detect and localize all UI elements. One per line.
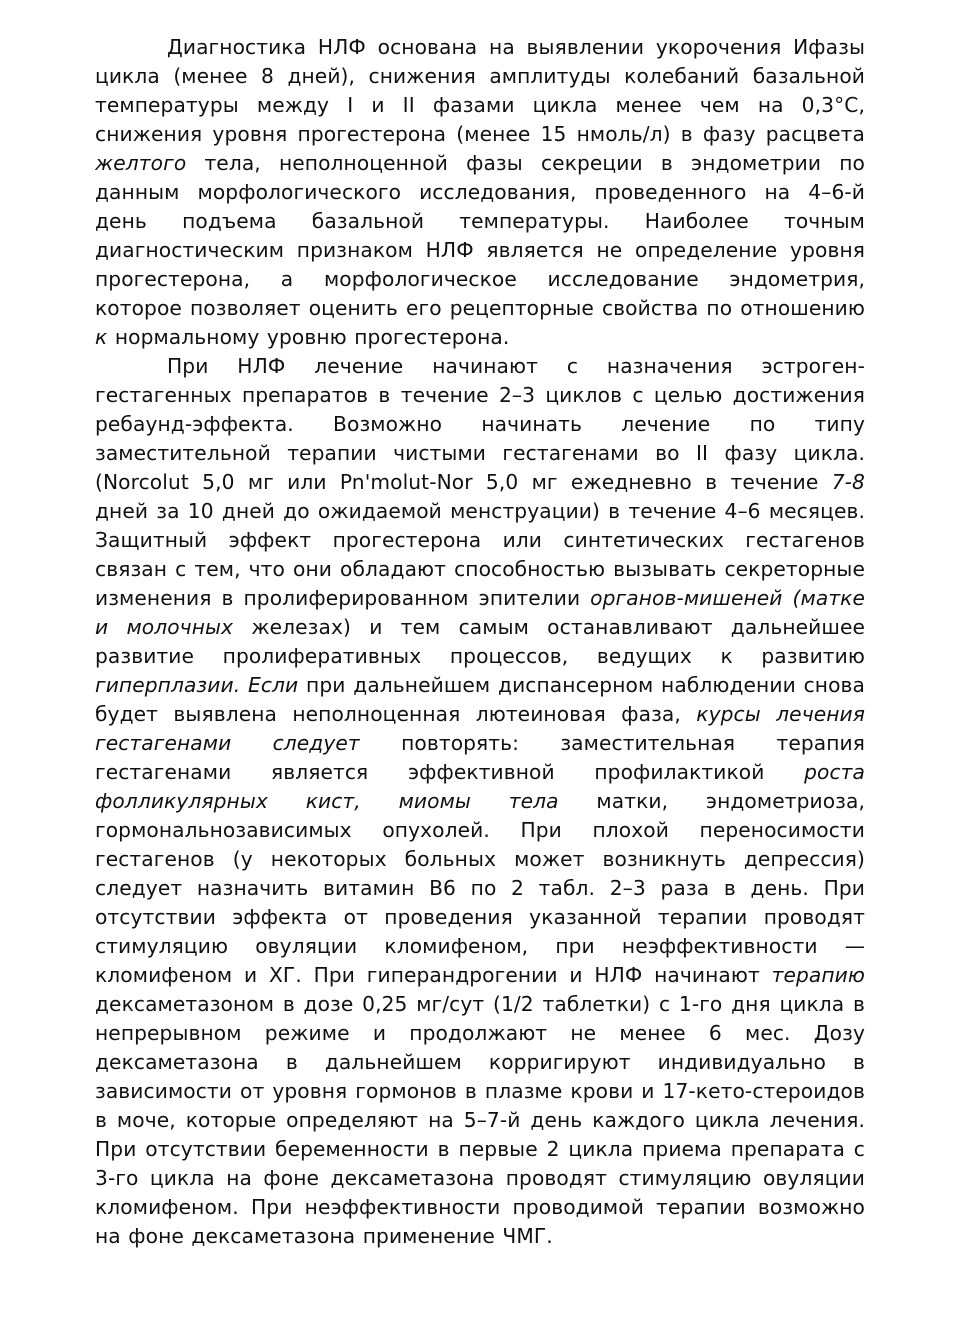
text-segment: Диагностика НЛФ основана на выявлении укорочения Ифазы цикла (менее 8 дней), снижения амплитуды колебаний базальной температуры между I и II фазами цикла менее чем на 0,3°С, снижения уровня прогестерона (менее 15 нмоль/л) в фазу расцвета bbox=[95, 35, 865, 146]
text-segment: тела, неполноценной фазы секреции в эндометрии по данным морфологического исследования, проведенного на 4–6-й день подъема базальной температуры. Наиболее точным диагностическим признаком НЛФ является не определение уровня прогестерона, а морфологическое исследование эндометрия, которое позволяет оценить его рецепторные свойства по отношению bbox=[95, 151, 865, 320]
document-page bbox=[95, 33, 865, 1251]
paragraph-treatment bbox=[95, 352, 865, 1251]
italic-segment: желтого bbox=[95, 151, 187, 175]
italic-segment: роста фолликулярных кист, миомы тела bbox=[95, 760, 865, 813]
text-segment: нормальному уровню прогестерона. bbox=[107, 325, 510, 349]
italic-segment: к bbox=[95, 325, 108, 349]
text-segment: повторять: заместительная терапия гестагенами является эффективной профилактикой bbox=[95, 731, 865, 784]
text-segment: матки, эндометриоза, гормональнозависимых опухолей. При плохой переносимости гестагенов (у некоторых больных может возникнуть депрессия) следует назначить витамин В6 по 2 табл. 2–3 раза в день. При отсутствии эффекта от проведения указанной терапии проводят стимуляцию овуляции кломифеном, при неэффективности — кломифеном и ХГ. При гиперандрогении и НЛФ начинают bbox=[95, 789, 866, 987]
italic-segment: гиперплазии. Если bbox=[95, 673, 299, 697]
text-segment: При НЛФ лечение начинают с назначения эстроген-гестагенных препаратов в течение 2–3 циклов с целью достижения ребаунд-эффекта. Возможно начинать лечение по типу заместительной терапии чистыми гестагенами во II фазу цикла. (Norcolut 5,0 мг или Pn'molut-Nor 5,0 мг ежедневно в течение bbox=[95, 354, 865, 494]
italic-segment: 7-8 bbox=[831, 470, 865, 494]
paragraph-diagnostics bbox=[95, 33, 865, 352]
italic-segment: органов-мишеней (матке и молочных bbox=[95, 586, 865, 639]
italic-segment: курсы лечения гестагенами следует bbox=[95, 702, 865, 755]
text-segment: железах) и тем самым останавливают дальнейшее развитие пролиферативных процессов, ведущих к развитию bbox=[95, 615, 865, 668]
text-segment: дексаметазоном в дозе 0,25 мг/сут (1/2 таблетки) с 1-го дня цикла в непрерывном режиме и продолжают не менее 6 мес. Дозу дексаметазона в дальнейшем корригируют индивидуально в зависимости от уровня гормонов в плазме крови и 17-кето-стероидов в моче, которые определяют на 5–7-й день каждого цикла лечения. При отсутствии беременности в первые 2 цикла приема препарата с 3-го цикла на фоне дексаметазона проводят стимуляцию овуляции кломифеном. При неэффективности проводимой терапии возможно на фоне дексаметазона применение ЧМГ. bbox=[95, 992, 865, 1248]
italic-segment: терапию bbox=[771, 963, 865, 987]
text-segment: при дальнейшем диспансерном наблюдении снова будет выявлена неполноценная лютеиновая фаза, bbox=[95, 673, 865, 726]
text-segment: дней за 10 дней до ожидаемой менструации) в течение 4–6 месяцев. Защитный эффект прогестерона или синтетических гестагенов связан с тем, что они обладают способностью вызывать секреторные изменения в пролиферированном эпителии bbox=[95, 499, 865, 610]
